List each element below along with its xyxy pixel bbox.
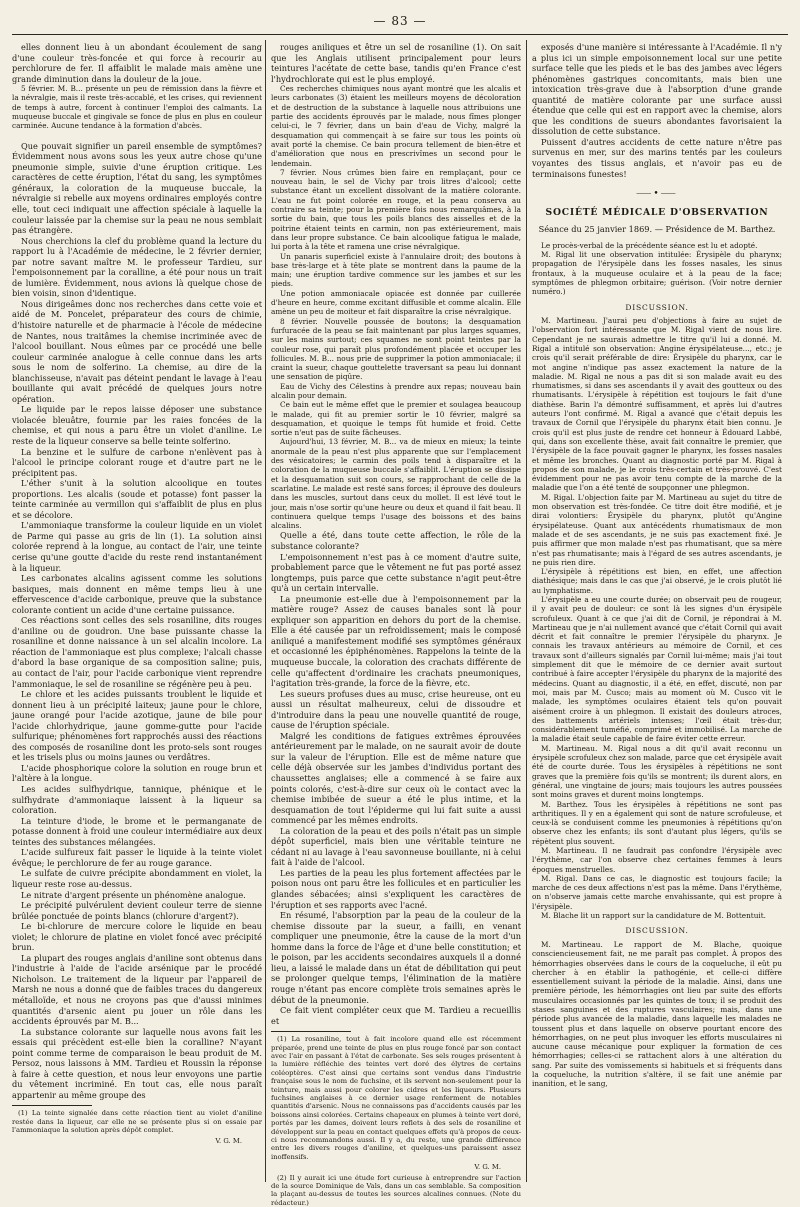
col2-para: Malgré les conditions de fatigues extrêmes éprouvées antérieurement par le malade, on ne saurait avoir de doute sur la valeur de l'éruption. Elle est de même nature que celle déjà observée sur les jambes d'individus portant des chaussettes anglaises; elle a commencé à se faire aux points colorés, c'est-à-dire sur ceux où le contact avec la chemise imbibée de sueur a été le plus intime, et la desquamation de tout l'épiderme qui lui fait suite a aussi commencé par les mêmes endroits.: [271, 730, 521, 826]
col3-para: M. Barthez. Tous les érysipèles à répétitions ne sont pas arthritiques. Il y en a également qui sont de nature scrofuleuse, et ceux-là se conduisent comme les pneumonies à répétitions qu'on observe chez les enfants; ils sont d'autant plus légers, qu'ils se répètent plus souvent.: [532, 799, 782, 846]
column-1: [12, 42, 262, 1180]
col1-para: Les carbonates alcalins agissent comme les solutions basiques, mais donnent en même temps lieu à une effervescence d'acide carbonique, preuve que la substance colorante contient un acide d'une certaine puissance.: [12, 573, 262, 615]
col1-footnote-signature: V. G. M.: [215, 1136, 242, 1145]
col3-para: M. Martineau. M. Rigal nous a dit qu'il avait reconnu un érysipèle scrofuleux chez son malade, parce que cet érysipèle avait été de courte durée. Tous les érysipèles à répétitions ne sont graves que la première fois qu'ils se montrent; ils durent alors, en général, une vingtaine de jours; mais toujours les autres poussées sont moins graves et durent moins longtemps.: [532, 743, 782, 800]
col1-para: elles donnent lieu à un abondant écoulement de sang d'une couleur très-foncée et qui force à recourir au perchlorure de fer. Il affaiblit le malade mais amène une grande diminution dans la douleur de la joue.: [12, 42, 262, 84]
col1-para: Le chlore et les acides puissants troublent le liquide et donnent lieu à un précipité laiteux; jaune pour le chlore, jaune orangé pour l'acide azotique, jaune de bile pour l'acide chlorhydrique, jaune gomme-gutte pour l'acide sulfurique; phénomènes fort rapprochés aussi des réactions des composés de rosaniline dont les proto-sels sont rouges et les trisels plus ou moins jaunes ou verdâtres.: [12, 689, 262, 763]
col3-para: Le procès-verbal de la précédente séance est lu et adopté.: [541, 240, 758, 250]
col2-para: 8 février. Nouvelle poussée de boutons; la desquamation furfuracée de la peau se fait maintenant par plus larges squames, sur les mains surtout; ces squames ne sont point teintes par la couleur rose, qui paraît plus profondément placée et occuper les follicules. M. B... nous prie de supprimer la potion ammoniacale; il craint la sueur, chaque gouttelette traversant sa peau lui donnant une sensation de piqûre.: [271, 316, 521, 382]
footnote-rule: [12, 1105, 92, 1106]
col2-para: Les sueurs profuses dues au musc, crise heureuse, ont eu aussi un résultat malheureux, celui de dissoudre et d'introduire dans la peau une nouvelle quantité de rouge, cause de l'éruption spéciale.: [271, 688, 521, 731]
col1-para: L'ammoniaque transforme la couleur liquide en un violet de Parme qui passe au gris de lin (1). La solution ainsi colorée reprend à la longue, au contact de l'air, une teinte cerise qu'une goutte d'acide du reste rend instantanément à la liqueur.: [12, 520, 262, 573]
col1-footnote: (1) La teinte signalée dans cette réaction tient au violet d'aniline restée dans la liqueur, car elle ne se présente plus si on essaie par l'ammoniaque la solution après dépôt complet.: [12, 1109, 262, 1135]
col1-para: Le bi-chlorure de mercure colore le liquide en beau violet; le chlorure de platine en violet foncé avec précipité brun.: [12, 921, 262, 953]
col3-para: M. Rigal. L'objection faite par M. Martineau au sujet du titre de mon observation est très-fondée. Ce titre doit être modifié, et je dirai volontiers: Érysipèle du pharynx, plutôt qu'Angine érysipélateuse. Quant aux antécédents rhumatismaux de mon malade et de ses ascendants, je ne suis pas exactement fixé. Je puis affirmer que mon malade n'est pas rhumatisant, que sa mère n'est pas rhumatisante; mais à l'égard de ses autres ascendants, je ne puis rien dire.: [532, 492, 782, 567]
col2-para: Un panaris superficiel existe à l'annulaire droit; des boutons à base très-large et à tête plate se montrent dans la paume de la main; une éruption tardive commence sur les jambes et sur les pieds.: [271, 251, 521, 289]
col2-para: L'empoisonnement n'est pas à ce moment d'autre suite, probablement parce que le vêtement ne fut pas porté assez longtemps, puis parce que cette substance n'agit peut-être qu'à un certain intervalle.: [271, 551, 521, 594]
col1-para: La benzine et le sulfure de carbone n'enlèvent pas à l'alcool le principe colorant rouge et d'autre part ne le précipitent pas.: [12, 446, 262, 478]
col2-footnote-1: (1) La rosaniline, tout à fait incolore quand elle est récemment préparée, prend une teinte de plus en plus rouge foncé par son contact avec l'air en passant à l'état de carbonate. Ses sels rouges présentent à la lumière réfléchie des teintes vert doré des élytres de certains coléoptères. C'est ainsi que certains sont vendus dans l'industrie française sous le nom de fuchsine, et ils servent non-seulement pour la teinture, mais aussi pour colorer les cidres et les liqueurs. Plusieurs fuchsines anglaises à ce dernier usage renferment de notables quantités d'arsenic. Nous ne connaissons pas d'accidents causés par les boissons ainsi colorées. Certains chapeaux en plumes à teinte vert doré, portés par les dames, doivent leurs reflets à des sels de rosaniline et développent sur la peau en contact quelques effets qu'à propos de ceux-ci nous recommandons aussi. Il y a, du reste, une grande différence entre les divers rouges d'aniline, et quelques-uns paraissent assez inoffensifs.: [271, 1035, 521, 1161]
col3-intro-para: Puissent d'autres accidents de cette nature n'être pas survenus en mer, sur des marins tentés par les couleurs voyantes des tissus anglais, et n'avoir pas eu de terminaisons funestes!: [532, 136, 782, 179]
col2-para: Une potion ammoniacale opiacée est donnée par cuillerée d'heure en heure, comme excitant diffusible et comme alcalin. Elle amène un peu de moiteur et fait disparaître la crise névralgique.: [271, 288, 521, 317]
col1-para: Nous dirigeâmes donc nos recherches dans cette voie et aidé de M. Poncelet, préparateur des cours de chimie, d'histoire naturelle et de pharmacie à l'école de médecine de Nantes, nous traitâmes la chemise incriminée avec de l'alcool bouillant. Nous eûmes par ce procédé une belle couleur carminée analogue à celle connue dans les arts sous le nom de solferino. La chemise, au dire de la blanchisseuse, n'avait pas déteint pendant le lavage à l'eau bouillante qui avait précédé de quelques jours notre opération.: [12, 298, 262, 404]
col1-para: Nous cherchions la clef du problème quand la lecture du rapport lu à l'Académie de médecine, le 2 février dernier, par notre savant maître M. le professeur Tardieu, sur l'empoisonnement par la coralline, a été pour nous un trait de lumière. Évidemment, nous avions là quelque chose de bien voisin, sinon d'identique.: [12, 235, 262, 299]
col1-para: La teinture d'iode, le brome et le permanganate de potasse donnent à froid une couleur intermédiaire aux deux teintes des substances mélangées.: [12, 815, 262, 847]
col2-para: 7 février. Nous crûmes bien faire en remplaçant, pour ce nouveau bain, le sel de Vichy par trois litres d'alcool; cette substance étant un excellent dissolvant de la matière colorante. L'eau ne fut point colorée en rouge, et la peau conserva au contraire sa teinte; pour la première fois nous remarquâmes, à la sortie du bain, que tous les poils blancs des aisselles et de la poitrine étaient teints en carmin, non pas extérieurement, mais dans leur propre substance. Ce bain alcoolique fatigua le malade, lui porta à la tête et ramena une crise névralgique.: [271, 167, 521, 252]
col2-para: Ces recherches chimiques nous ayant montré que les alcalis et leurs carbonates (3) étaient les meilleurs moyens de décoloration et de destruction de la substance à laquelle nous attribuions une partie des accidents éprouvés par le malade, nous fîmes plonger celui-ci, le 7 février, dans un bain d'eau de Vichy, malgré la desquamation qui commençait à se faire sur tous les points où avait porté la chemise. Ce bain procura tellement de bien-être et d'amélioration que nous en prescrivîmes un second pour le lendemain.: [271, 84, 521, 168]
col2-footnote-2: (2) Il y aurait ici une étude fort curieuse à entreprendre sur l'action de la source Dominique de Vals, dans un cas semblable. Sa composition la plaçant au-dessus de toutes les sources alcalines connues. (Note du rédacteur.): [271, 1173, 521, 1207]
section-separator: ⸺•⸺: [636, 189, 678, 200]
discussion-heading: DISCUSSION.: [625, 302, 689, 312]
col2-para: La pneumonie est-elle due à l'empoisonnement par la matière rouge? Assez de causes banales sont là pour expliquer son apparition en dehors du port de la chemise. Elle a été causée par un refroidissement; mais le composé aniliqué a manifestement modifié ses symptômes généraux et occasionné les épiphénomènes. Rappelons la teinte de la muqueuse buccale, la coloration des crachats différente de celle qu'affectent d'ordinaire les crachats pneumoniques, l'agitation très-grande, la force de la fièvre, etc.: [271, 593, 521, 689]
col1-para: Que pouvait signifier un pareil ensemble de symptômes? Évidemment nous avons sous les yeux autre chose qu'une pneumonie simple, suivie d'une éruption critique. Les caractères de cette éruption, l'état du sang, les symptômes généraux, la coloration de la muqueuse buccale, la névralgie si rebelle aux moyens ordinaires employés contre elle, tout ceci indiquait une affection spéciale à laquelle la couleur laissée par la chemise sur la peau ne nous semblait pas étrangère.: [12, 140, 262, 236]
col2-para: La coloration de la peau et des poils n'était pas un simple dépôt superficiel, mais bien une véritable teinture ne cédant ni au lavage à l'eau savonneuse bouillante, ni à celui fait à l'aide de l'alcool.: [271, 825, 521, 868]
col1-para: Le précipité pulvérulent devient couleur terre de sienne brûlée ponctuée de points blancs (chlorure d'argent?).: [12, 900, 262, 921]
col3-para: M. Martineau. Il ne faudrait pas confondre l'érysipèle avec l'érythème, car l'on observe chez certaines femmes à leurs époques menstruelles.: [532, 846, 782, 874]
col3-para: L'érysipèle à répétitions est bien, en effet, une affection diathésique; mais dans le cas que j'ai observé, je le crois plutôt lié au lymphatisme.: [532, 567, 782, 595]
col3-para: M. Rigal. Dans ce cas, le diagnostic est toujours facile; la marche de ces deux affections n'est pas la même. Dans l'érythème, on n'observe jamais cette marche envahissante, qui est propre à l'érysipèle.: [532, 873, 782, 911]
col2-para: rouges aniliques et être un sel de rosaniline (1). On sait que les Anglais utilisent principalement pour leurs teintures l'acétate de cette base, tandis qu'en France c'est l'hydrochlorate qui est le plus employé.: [271, 42, 521, 84]
col3-intro-para: exposés d'une manière si intéressante à l'Académie. Il n'y a plus ici un simple empoisonnement local sur une petite surface telle que les pieds et le bas des jambes avec légers phénomènes gastriques concomitants, mais bien une intoxication très-grave due à l'absorption d'une grande quantité de matière colorante par une surface aussi étendue que celle qui est en rapport avec la chemise, alors que les conditions de sueurs abondantes favorisaient la dissolution de cette substance.: [532, 42, 782, 137]
col3-para: M. Rigal lit une observation intitulée: Érysipèle du pharynx; propagation de l'érysipèle dans les fosses nasales, les sinus frontaux, à la muqueuse oculaire et à la peau de la face; symptômes de phlegmon orbitaire; guérison. (Voir notre dernier numéro.): [532, 250, 782, 297]
col1-para: L'éther s'unit à la solution alcoolique en toutes proportions. Les alcalis (soude et potasse) font passer la teinte carminée au vermillon qui s'affaiblit de plus en plus et se décolore.: [12, 478, 262, 520]
col3-para: M. Martineau. J'aurai peu d'objections à faire au sujet de l'observation fort intéressante que M. Rigal vient de nous lire. Cependant je ne saurais admettre le titre qu'il lui a donné. M. Rigal a intitulé son observation: Angine érysipélateuse..., etc.; je crois qu'il serait préférable de dire: Érysipèle du pharynx, car le mot angine n'indique pas assez exactement la nature de la maladie. M. Rigal ne nous a pas dit si son malade avait eu des rhumatismes, si dans ses ascendants il y avait des goutteux ou des rhumatisants. L'érysipèle à répétition est toujours le fait d'une diathèse. Barin l'a démontré suffisamment, et après lui d'autres auteurs l'ont confirmé. M. Rigal a avancé que c'était depuis les travaux de Cornil que l'érysipèle du pharynx était bien connu. Je crois qu'il est plus juste de rendre cet honneur à Édouard Labbé, qui, dans son excellente thèse, avait fait connaître le premier, que l'érysipèle de la face pouvait gagner le pharynx, les fosses nasales et même les bronches. Quant au diagnostic porté par M. Rigal à propos de son malade, je le crois très-certain et très-prouvé. C'est évidemment pour ne pas avoir tenu compte de la marche de la maladie que l'on a été tenté de soupçonner une phlegmon.: [532, 316, 782, 493]
col3-para: M. Martineau. Le rapport de M. Blache, quoique consciencieusement fait, ne me paraît pas complet. À propos des hémorrhagies observées dans le cours de la coqueluche, il eût pu chercher à en établir la pathogénie, et celle-ci diffère essentiellement suivant la période de la maladie. Ainsi, dans une première période, les hémorrhagies ont lieu par suite des efforts musculaires occasionnés par les quintes de toux; il se produit des stases sanguines et des ruptures vasculaires; mais, dans une période plus avancée de la maladie, dans laquelle les malades ne toussent plus et dans laquelle on observe pourtant encore des hémorrhagies, on ne peut plus invoquer les efforts musculaires ni aucune cause mécanique pour expliquer la formation de ces hémorrhagies; celles-ci se rattachent alors à une altération du sang. Par suite des vomissements si habituels et si fréquents dans la coqueluche, la nutrition s'altère, il se fait une anémie par inanition, et le sang,: [532, 939, 782, 1089]
footnote-rule: [271, 1031, 351, 1032]
col2-para: Quelle a été, dans toute cette affection, le rôle de la substance colorante?: [271, 530, 521, 551]
col1-para: Le nitrate d'argent présente un phénomène analogue.: [21, 889, 246, 900]
col1-para: La substance colorante sur laquelle nous avons fait les essais qui précèdent est-elle bien la coralline? N'ayant point comme terme de comparaison le beau produit de M. Persoz, nous laissons à MM. Tardieu et Roussin la réponse à faire à cette question, et nous leur envoyons une partie du vêtement incriminé. En tout cas, elle nous paraît appartenir au même groupe des: [12, 1026, 262, 1100]
col1-para: Ces réactions sont celles des sels rosaniline, dits rouges d'aniline ou de goudron. Une base puissante chasse la rosaniline et donne naissance à un sel alcalin incolore. La réaction de l'ammoniaque est plus complexe; l'alcali chasse d'abord la base organique de sa composition saline; puis, au contact de l'air, pour l'acide carbonique vient reprendre l'ammoniaque, le sel de rosaniline se régénère peu à peu.: [12, 615, 262, 689]
col2-para: En résumé, l'absorption par la peau de la couleur de la chemise dissoute par la sueur, a failli, en venant compliquer une pneumonie, être la cause de la mort d'un homme dans la force de l'âge et d'une belle constitution; et le poison, par les accidents secondaires auxquels il a donné lieu, a laissé le malade dans un état de débilitation qui peut se prolonger quelque temps, l'élimination de la matière rouge n'étant pas encore complète trois semaines après le début de la pneumonie.: [271, 910, 521, 1005]
col2-footnote-1-signature: V. G. M.: [474, 1163, 501, 1172]
section-title: SOCIÉTÉ MÉDICALE D'OBSERVATION: [545, 206, 769, 218]
page-number: — 83 —: [373, 14, 427, 28]
column-rule-2: [526, 40, 527, 1182]
column-rule-1: [265, 40, 266, 1182]
col1-para: Les acides sulfhydrique, tannique, phénique et le sulfhydrate d'ammoniaque laissent à la liqueur sa coloration.: [12, 784, 262, 816]
session-line: Séance du 25 janvier 1869. — Présidence de M. Barthez.: [538, 224, 776, 235]
col1-para: 5 février. M. B... présente un peu de rémission dans la fièvre et la névralgie, mais il reste très-accablé, et les crises, qui reviennent de temps à autre, forcent à continuer l'emploi des calmants. La muqueuse buccale et gingivale se fonce de plus en plus en couleur carminée. Aucune tendance à la formation d'abcès.: [12, 84, 262, 131]
col2-para: Aujourd'hui, 13 février, M. B... va de mieux en mieux; la teinte anormale de la peau n'est plus apparente que sur l'emplacement des vésicatoires; le carmin des poils tend à disparaître et la coloration de la muqueuse buccale s'affaiblit. L'éruption se dissipe et la desquamation suit son cours, se rapprochant de celle de la scarlatine. Le malade est resté sans forces; il éprouve des douleurs dans les muscles, surtout dans ceux du mollet. Il est lévé tout le jour, mais n'ose sortir qu'une heure ou deux et quand il fait beau. Il continuera quelque temps l'usage des boissons et des bains alcalins.: [271, 437, 521, 531]
col2-para: Ce fait vient compléter ceux que M. Tardieu a recueillis et: [271, 1005, 521, 1026]
col1-para: L'acide sulfureux fait passer le liquide à la teinte violet évêque; le perchlorure de fer au rouge garance.: [12, 847, 262, 868]
col1-para: L'acide phosphorique colore la solution en rouge brun et l'altère à la longue.: [12, 762, 262, 784]
column-2: [271, 42, 521, 1207]
col2-para: Les parties de la peau les plus fortement affectées par le poison nous ont paru être les follicules et en particulier les glandes sébacées; ainsi s'expliquent les caractères de l'éruption et ses rapports avec l'acné.: [271, 867, 521, 910]
column-3: [532, 42, 782, 1180]
col1-para: Le sulfate de cuivre précipite abondamment en violet, la liqueur reste rose au-dessus.: [12, 868, 262, 889]
col3-para: M. Blache lit un rapport sur la candidature de M. Bottentuit.: [541, 911, 766, 921]
col2-para: Ce bain eut le même effet que le premier et soulagea beaucoup le malade, qui fit au premier sortir le 10 février, malgré sa desquamation, et quoique le temps fût humide et froid. Cette sortie n'eut pas de suite fâcheuses.: [271, 400, 521, 438]
header-rule: [12, 34, 788, 35]
col1-para: Le liquide par le repos laisse déposer une substance violacée bleuâtre, fournie par les raies foncées de la chemise, et qui nous a paru être un violet d'aniline. Le reste de la liqueur conserve sa belle teinte solferino.: [12, 404, 262, 446]
discussion-heading: DISCUSSION.: [625, 926, 689, 936]
col2-para: Eau de Vichy des Célestins à prendre aux repas; nouveau bain alcalin pour demain.: [271, 381, 521, 400]
col1-para: La plupart des rouges anglais d'aniline sont obtenus dans l'industrie à l'aide de l'acide arsénique par le procédé Nicholson. Le traitement de la liqueur par l'appareil de Marsh ne nous a donné que de faibles traces du dangereux métalloïde, et nous ne croyons pas que d'aussi minimes quantités d'arsenic aient pu jouer un rôle dans les accidents éprouvés par M. B...: [12, 952, 262, 1027]
col3-para: L'érysipèle a eu une courte durée; on observait peu de rougeur, il y avait peu de douleur: ce sont là les signes d'un érysipèle scrofuleux. Quant à ce que j'ai dit de Cornil, je répondrai à M. Martineau que je n'ai nullement avancé que c'était Cornil qui avait décrit et fait connaître le premier l'érysipèle du pharynx. Je connais les travaux antérieurs au mémoire de Cornil, et ces travaux sont d'ailleurs signalés par Cornil lui-même; mais j'ai tout simplement dit que le mémoire de ce dernier avait surtout contribué à faire accepter l'érysipèle du pharynx de la majorité des médecins. Quant au diagnostic, il a été, en effet, discuté, non par moi, mais par M. Cusco; mais au moment où M. Cusco vit le malade, les symptômes oculaires étaient tels qu'on pouvait aisément croire à un phlegmon. Il existait des douleurs atroces, des battements artériels intenses; l'œil était très-dur, considérablement tuméfié, comprimé et immobilisé. La marche de la maladie était seule capable de faire éviter cette erreur.: [532, 594, 782, 744]
